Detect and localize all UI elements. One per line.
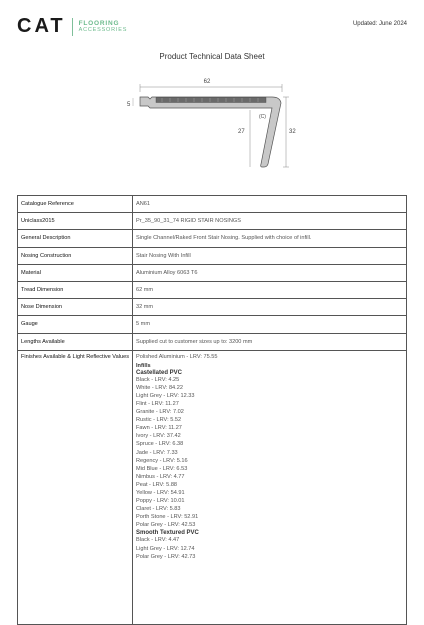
spec-key: Lengths Available xyxy=(18,333,133,350)
infill-colour-item: Rustic - LRV: 5.52 xyxy=(136,417,182,424)
spec-key: Uniclass2015 xyxy=(18,213,133,230)
spec-row xyxy=(18,230,407,247)
spec-row xyxy=(18,213,407,230)
infill-colour-item: Regency - LRV: 5.16 xyxy=(136,457,188,464)
spec-key: Gauge xyxy=(18,316,133,333)
spec-value: 32 mm xyxy=(133,299,407,316)
document-title: Product Technical Data Sheet xyxy=(159,52,265,61)
spec-key: Catalogue Reference xyxy=(18,196,133,213)
spec-value: 5 mm xyxy=(133,316,407,333)
spec-key: General Description xyxy=(18,230,133,247)
infill-colour-item: Polar Grey - LRV: 42.53 xyxy=(136,522,196,529)
infill-colour-item: Light Grey - LRV: 12.74 xyxy=(136,545,195,552)
radius-label: (C) xyxy=(259,114,266,120)
infill-colour-item: White - LRV: 84.22 xyxy=(136,384,183,391)
cat-logo xyxy=(17,15,127,38)
infill-strip xyxy=(156,98,266,103)
spec-value: AN61 xyxy=(133,196,407,213)
finishes-key: Finishes Available & Light Reflective Values xyxy=(18,350,133,624)
infill-group-heading: Smooth Textured PVC xyxy=(136,530,199,537)
spec-key: Material xyxy=(18,264,133,281)
infill-colour-item: Yellow - LRV: 54.91 xyxy=(136,490,185,496)
logo-wordmark: CAT xyxy=(17,15,66,37)
spec-key: Tread Dimension xyxy=(18,281,133,298)
spec-value: Supplied cut to customer sizes up to: 3200 mm xyxy=(133,333,407,350)
spec-value: Single Channel/Raked Front Stair Nosing. Supplied with choice of infill. xyxy=(133,230,407,247)
infill-colour-list xyxy=(136,536,403,560)
logo-line1: FLOORING xyxy=(78,19,120,27)
spec-row xyxy=(18,196,407,213)
page-header xyxy=(0,0,424,48)
infill-colour-item: Polar Grey - LRV: 42.73 xyxy=(136,553,196,560)
infill-colour-item: Ivory - LRV: 37.42 xyxy=(136,433,181,440)
spec-row xyxy=(18,316,407,333)
spec-table xyxy=(17,195,407,625)
spec-row xyxy=(18,299,407,316)
infill-colour-item: Fawn - LRV: 11.27 xyxy=(136,425,182,432)
infill-colour-item: Black - LRV: 4.25 xyxy=(136,376,180,383)
infill-colour-item: Nimbus - LRV: 4.77 xyxy=(136,473,185,480)
spec-row xyxy=(18,247,407,264)
stair-nosing-profile-diagram xyxy=(0,70,424,180)
spec-key: Nose Dimension xyxy=(18,299,133,316)
infill-colour-item: Poppy - LRV: 10.01 xyxy=(136,498,185,505)
spec-key: Nosing Construction xyxy=(18,247,133,264)
logo-subtitle xyxy=(79,20,128,34)
infill-colour-item: Light Grey - LRV: 12.33 xyxy=(136,392,195,399)
infill-colour-item: Mid Blue - LRV: 6.53 xyxy=(136,465,188,472)
spec-value: Pr_35_90_31_74 RIGID STAIR NOSINGS xyxy=(133,213,407,230)
spec-value: Stair Nosing With Infill xyxy=(133,247,407,264)
infill-colour-item: Peat - LRV: 5.88 xyxy=(136,481,178,488)
gauge-dimension-label: 5 xyxy=(127,102,131,108)
updated-date: Updated: June 2024 xyxy=(352,21,407,27)
spec-row xyxy=(18,333,407,350)
nosing-profile-shape xyxy=(140,97,281,167)
infill-colour-item: Porth Stone - LRV: 52.91 xyxy=(136,514,199,521)
infill-colour-item: Spruce - LRV: 6.38 xyxy=(136,441,184,448)
finishes-row xyxy=(18,350,407,624)
spec-table-body xyxy=(18,196,407,625)
logo-divider xyxy=(72,18,73,36)
infill-group-heading: Castellated PVC xyxy=(136,369,183,376)
infill-colour-list xyxy=(136,376,403,530)
infill-colour-item: Granite - LRV: 7.02 xyxy=(136,409,184,416)
infill-colour-item: Jade - LRV: 7.33 xyxy=(136,449,178,456)
spec-value: 62 mm xyxy=(133,281,407,298)
inner-nose-dimension-label: 27 xyxy=(238,129,245,135)
spec-row xyxy=(18,264,407,281)
infills-heading: Infills xyxy=(136,362,151,369)
spec-row xyxy=(18,281,407,298)
finish-primary: Polished Aluminium - LRV: 75.55 xyxy=(136,353,218,360)
finishes-value xyxy=(133,350,407,624)
infill-colour-item: Flint - LRV: 11.27 xyxy=(136,400,179,407)
infill-colour-item: Black - LRV: 4.47 xyxy=(136,537,180,544)
nose-dimension-label: 32 xyxy=(289,129,296,135)
tread-dimension-label: 62 xyxy=(203,79,211,85)
spec-value: Aluminium Alloy 6063 T6 xyxy=(133,264,407,281)
infill-colour-item: Claret - LRV: 5.83 xyxy=(136,506,181,513)
logo-line2: ACCESSORIES xyxy=(78,26,128,33)
